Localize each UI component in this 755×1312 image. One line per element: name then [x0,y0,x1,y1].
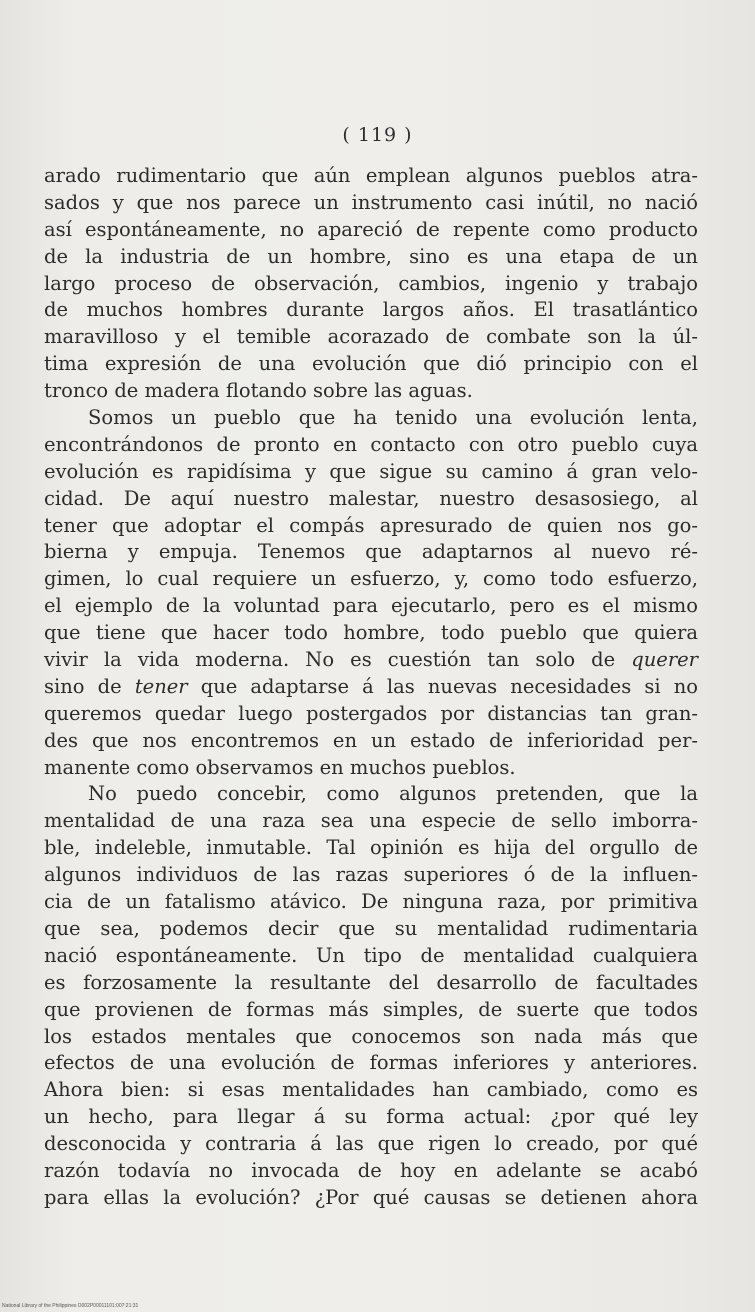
text-line: des que nos encontremos en un estado de inferioridad per- [44,728,698,752]
text-line: cidad. De aquí nuestro malestar, nuestro desasosiego, al [44,486,698,510]
text-line: Somos un pueblo que ha tenido una evolución lenta, [88,406,698,430]
text-line: tronco de madera flotando sobre las aguas. [44,379,473,403]
text-line: los estados mentales que conocemos son nada más que [44,1024,698,1048]
text-segment: vivir la vida moderna. No es cuestión tan solo de [44,648,632,672]
text-line: el ejemplo de la voluntad para ejecutarlo, pero es el mismo [44,594,698,618]
text-line: queremos quedar luego postergados por distancias tan gran- [44,701,698,725]
text-line-with-emphasis [44,647,698,674]
text-line: tener que adoptar el compás apresurado de quien nos go- [44,513,698,537]
text-line: maravilloso y el temible acorazado de combate son la úl- [44,325,698,349]
text-line: desconocida y contraria á las que rigen lo creado, por qué [44,1132,698,1156]
text-line-with-emphasis [44,674,698,701]
text-line: un hecho, para llegar á su forma actual: ¿por qué ley [44,1105,698,1129]
text-line: gimen, lo cual requiere un esfuerzo, y, como todo esfuerzo, [44,567,698,591]
text-line: largo proceso de observación, cambios, ingenio y trabajo [44,271,698,295]
text-line: de la industria de un hombre, sino es una etapa de un [44,244,698,268]
text-line: encontrándonos de pronto en contacto con otro pueblo cuya [44,432,698,456]
text-segment: sino de [44,674,135,698]
text-segment: que adaptarse á las nuevas necesidades si no [187,674,698,698]
text-line: que provienen de formas más simples, de suerte que todos [44,997,698,1021]
text-line: de muchos hombres durante largos años. El trasatlántico [44,298,698,322]
text-line: cia de un fatalismo atávico. De ninguna raza, por primitiva [44,890,698,914]
text-line: nació espontáneamente. Un tipo de mentalidad cualquiera [44,943,698,967]
body-text [44,163,698,1212]
text-line: tima expresión de una evolución que dió principio con el [44,352,698,376]
text-line: es forzosamente la resultante del desarrollo de facultades [44,970,698,994]
text-line: ble, indeleble, inmutable. Tal opinión es hija del orgullo de [44,836,698,860]
text-line: mentalidad de una raza sea una especie de sello imborra- [44,809,698,833]
text-line: No puedo concebir, como algunos pretenden, que la [88,782,698,806]
scan-footer: National Library of the Philippines D002P00011101:007:21:31 [2,1303,139,1309]
text-line: algunos individuos de las razas superiores ó de la influen- [44,863,698,887]
text-line: así espontáneamente, no apareció de repente como producto [44,217,698,241]
text-line: que tiene que hacer todo hombre, todo pueblo que quiera [44,621,698,645]
text-line: evolución es rapidísima y que sigue su camino á gran velo- [44,459,698,483]
emphasis-tener: tener [134,674,188,698]
text-line: efectos de una evolución de formas inferiores y anteriores. [44,1051,698,1075]
text-line: sados y que nos parece un instrumento casi inútil, no nació [44,190,698,214]
text-line: para ellas la evolución? ¿Por qué causas se detienen ahora [44,1185,698,1209]
text-line: manente como observamos en muchos pueblos. [44,755,516,779]
text-line: que sea, podemos decir que su mentalidad rudimentaria [44,916,698,940]
text-line: Ahora bien: si esas mentalidades han cambiado, como es [44,1078,698,1102]
text-line: razón todavía no invocada de hoy en adelante se acabó [44,1158,698,1182]
emphasis-querer: querer [631,648,698,672]
text-line: bierna y empuja. Tenemos que adaptarnos al nuevo ré- [44,540,698,564]
page-number: ( 119 ) [342,124,413,146]
text-line: arado rudimentario que aún emplean algunos pueblos atra- [44,164,698,187]
